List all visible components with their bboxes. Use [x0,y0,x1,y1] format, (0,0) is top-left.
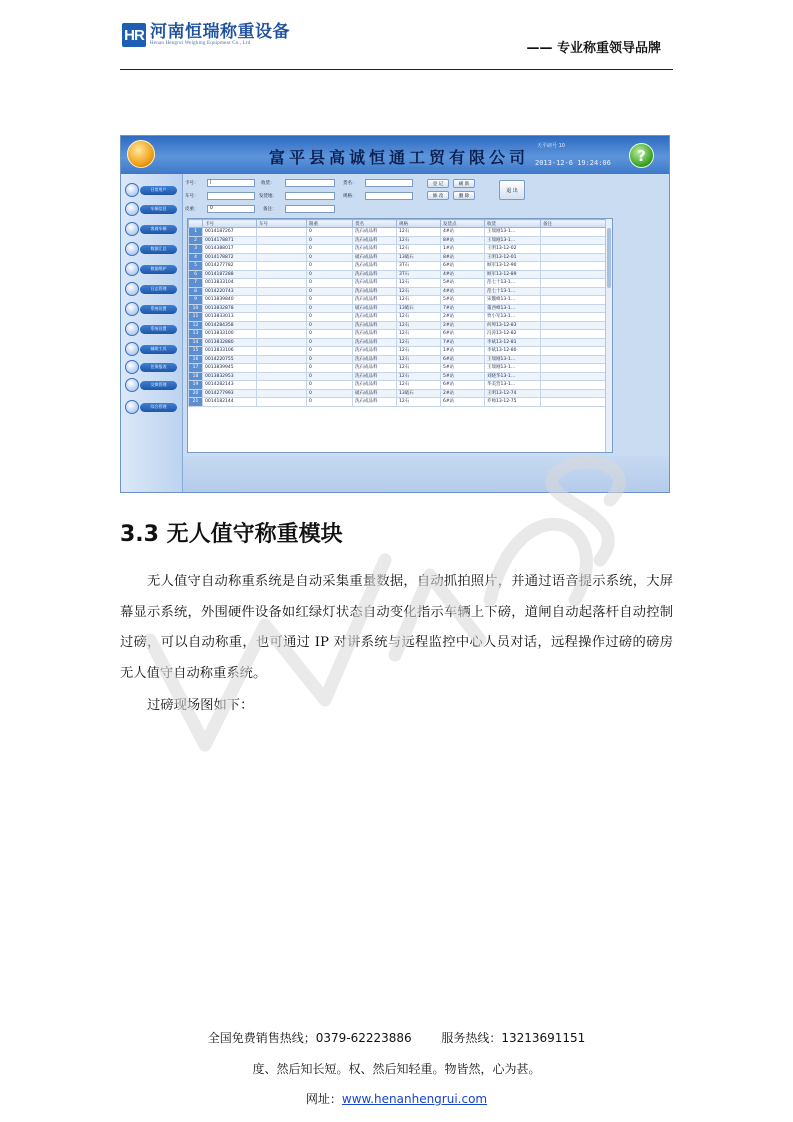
table-cell: 何埠13-12-83 [485,321,541,330]
table-cell: 12石 [397,321,441,330]
table-cell: 12石 [397,287,441,296]
table-cell: 王瑞刚13-1… [485,364,541,373]
table-row[interactable] [189,262,607,271]
row-number: 10 [189,304,203,313]
table-row[interactable] [189,279,607,288]
row-number: 7 [189,279,203,288]
card-data-grid [187,218,613,453]
table-cell: 0 [307,372,353,381]
table-cell [541,347,607,356]
company-name-en: Henan Hengrui Weighing Equipment Co., Ltd [150,41,251,46]
table-cell: 洗石成品料 [353,355,397,364]
table-cell [541,245,607,254]
table-cell: 8#站 [441,236,485,245]
table-cell: 0014277782 [203,262,257,271]
table-cell: 0014284358 [203,321,257,330]
table-cell: 王明13-12-02 [485,245,541,254]
table-cell: 0 [307,330,353,339]
table-cell: 董西峰13-1… [485,304,541,313]
table-cell [541,279,607,288]
table-cell [541,398,607,407]
row-number: 9 [189,296,203,305]
table-cell [257,262,307,271]
row-number: 8 [189,287,203,296]
table-row[interactable] [189,381,607,390]
sidebar-item[interactable]: 交换管理 [125,378,179,392]
row-number: 13 [189,330,203,339]
table-cell [541,262,607,271]
table-row[interactable] [189,398,607,407]
row-number: 12 [189,321,203,330]
sidebar-item-icon [125,342,139,356]
exit-button[interactable]: 退 出 [499,180,525,200]
table-cell: 0 [307,347,353,356]
table-cell: 0014220755 [203,355,257,364]
table-cell: 洗石成品料 [353,228,397,237]
table-cell: 0 [307,338,353,347]
table-cell [257,313,307,322]
row-number: 11 [189,313,203,322]
sidebar-item-icon [125,360,139,374]
row-number: 19 [189,381,203,390]
table-cell: 0 [307,313,353,322]
table-cell: 范七十13-1… [485,279,541,288]
table-cell: 0 [307,228,353,237]
table-cell [257,389,307,398]
website-label: 网址： [305,1092,342,1106]
table-cell: 0 [307,253,353,262]
remark-input[interactable] [285,205,335,213]
spec-input[interactable] [365,192,413,200]
table-cell: 0014282143 [203,381,257,390]
table-cell: 0 [307,389,353,398]
table-cell: 0 [307,270,353,279]
table-cell: 洗石成品料 [353,338,397,347]
table-cell: 破石成品料 [353,389,397,398]
table-cell: 0013833013 [203,313,257,322]
sidebar-item[interactable]: 综合管理 [125,400,179,414]
table-cell: 贾小军13-1… [485,313,541,322]
app-sidebar [121,174,183,493]
table-cell: 0 [307,304,353,313]
table-cell [541,270,607,279]
table-row[interactable] [189,304,607,313]
table-cell: 12石 [397,347,441,356]
table-cell: 王瑞刚13-1… [485,236,541,245]
table-cell: 李斌13-12-80 [485,347,541,356]
table-row[interactable] [189,236,607,245]
table-cell: 0013833100 [203,330,257,339]
table-cell: 5#站 [441,372,485,381]
table-cell: 12石 [397,338,441,347]
row-number: 6 [189,270,203,279]
table-cell [257,364,307,373]
table-cell [541,304,607,313]
column-header[interactable]: 备注 [541,220,607,228]
table-cell: 13破石 [397,304,441,313]
table-cell: 顾军13-12-89 [485,270,541,279]
receiver-input[interactable] [285,179,335,187]
table-cell: 0 [307,381,353,390]
table-cell [257,236,307,245]
table-cell: 1#站 [441,245,485,254]
table-cell: 0 [307,296,353,305]
app-title: 富平县高诚恒通工贸有限公司 [269,148,530,167]
table-cell: 0 [307,398,353,407]
row-number: 20 [189,389,203,398]
table-cell: 0013832878 [203,304,257,313]
sidebar-item[interactable]: 辅助工具 [125,342,179,356]
table-cell: 刘晓华13-1… [485,372,541,381]
section-paragraph: 无人值守自动称重系统是自动采集重量数据，自动抓拍照片，并通过语音提示系统，大屏幕显示系统，外围硬件设备如红绿灯状态自动变化指示车辆上下磅，道闸自动起落杆自动控制过磅，可以自动称重，也可通过 IP 对讲系统与远程监控中心人员对话，远程操作过磅的磅房无人值守自动称重系统。 [120,574,673,681]
table-cell: 6#站 [441,381,485,390]
table-cell: 洗石成品料 [353,330,397,339]
table-cell: 宋魏峰13-1… [485,296,541,305]
table-cell: 0 [307,279,353,288]
app-station-label: 天平磅号 10 [537,143,565,149]
goods-label: 货名： [343,181,357,186]
app-bottom-panel [183,456,670,493]
table-cell: 5#站 [441,364,485,373]
plate-input[interactable] [207,192,255,200]
sidebar-item-icon [125,322,139,336]
table-row[interactable] [189,389,607,398]
row-number: 5 [189,262,203,271]
column-header[interactable]: 货名 [353,220,397,228]
table-cell [257,296,307,305]
table-cell [541,364,607,373]
sidebar-item[interactable]: 客商车辆 [125,222,179,236]
sidebar-item-icon [125,202,139,216]
table-cell [541,330,607,339]
section-heading: 3.3 无人值守称重模块 [120,522,343,547]
table-cell: 8#站 [441,253,485,262]
table-row[interactable] [189,321,607,330]
table-cell: 0013832880 [203,338,257,347]
row-number: 18 [189,372,203,381]
table-cell: 0013832953 [203,372,257,381]
column-header[interactable]: 车号 [257,220,307,228]
table-cell: 12石 [397,245,441,254]
sidebar-item[interactable]: 日志管理 [125,282,179,296]
table-cell [541,253,607,262]
website-link[interactable]: www.henanhengrui.com [341,1092,488,1106]
table-cell: 12石 [397,236,441,245]
row-number: 2 [189,236,203,245]
card-table [188,219,607,407]
table-cell [541,296,607,305]
company-logo [122,22,290,48]
table-cell: 12石 [397,355,441,364]
table-cell: 洗石成品料 [353,313,397,322]
table-cell: 12石 [397,364,441,373]
row-number: 3 [189,245,203,254]
table-cell: 0013833104 [203,279,257,288]
table-cell: 12石 [397,398,441,407]
tare-label: 皮重： [185,207,199,212]
table-cell: 12石 [397,228,441,237]
table-cell: 1#站 [441,347,485,356]
table-cell [257,372,307,381]
table-cell: 破石成品料 [353,253,397,262]
grid-scroll-thumb[interactable] [607,228,611,288]
table-cell: 0 [307,355,353,364]
column-header[interactable]: 发货点 [441,220,485,228]
table-cell: 4#站 [441,228,485,237]
table-cell [257,245,307,254]
table-cell: 13破石 [397,253,441,262]
table-row[interactable] [189,296,607,305]
table-cell: 3T石 [397,270,441,279]
table-row[interactable] [189,245,607,254]
software-screenshot [120,135,670,493]
table-cell [257,347,307,356]
table-cell: 0014178872 [203,253,257,262]
table-cell: 顾军13-12-90 [485,262,541,271]
row-number: 16 [189,355,203,364]
table-cell: 破石成品料 [353,304,397,313]
table-cell [541,321,607,330]
table-cell: 2#站 [441,389,485,398]
table-cell: 2#站 [441,321,485,330]
table-cell: 6#站 [441,262,485,271]
table-cell [257,253,307,262]
table-row[interactable] [189,253,607,262]
table-cell: 12石 [397,330,441,339]
table-cell: 0013839840 [203,296,257,305]
table-cell: 0013833106 [203,347,257,356]
table-cell [541,236,607,245]
sidebar-item[interactable]: 任务报表 [125,360,179,374]
footer-contact [0,1029,793,1046]
header-slogan: —— 专业称重领导品牌 [526,41,661,56]
table-cell: 0 [307,262,353,271]
sidebar-item[interactable]: 日常用户 [125,183,179,197]
table-cell: 7#站 [441,338,485,347]
card-input[interactable]: | [207,179,255,187]
app-datetime: 2013-12-6 19:24:06 [535,159,611,167]
table-row[interactable] [189,372,607,381]
table-cell [257,398,307,407]
table-row[interactable] [189,313,607,322]
column-header[interactable] [189,220,203,228]
table-row[interactable] [189,355,607,364]
table-cell [257,287,307,296]
table-cell: 洗石成品料 [353,381,397,390]
table-cell: 洗石成品料 [353,245,397,254]
spec-label: 规格： [343,194,357,199]
table-cell: 王瑞刚13-1… [485,355,541,364]
table-cell [257,330,307,339]
table-cell: 4#站 [441,270,485,279]
table-cell: 范七十13-1… [485,287,541,296]
card-form [185,176,669,216]
sender-label: 发货地： [259,194,277,199]
table-cell: 洗石成品料 [353,372,397,381]
table-row[interactable] [189,270,607,279]
row-number: 1 [189,228,203,237]
table-cell [541,338,607,347]
table-cell [541,313,607,322]
table-cell: 0014277993 [203,389,257,398]
table-cell: 洗石成品料 [353,287,397,296]
table-cell [257,228,307,237]
sidebar-item-icon [125,183,139,197]
table-cell: 0014220743 [203,287,257,296]
row-number: 21 [189,398,203,407]
refresh-button[interactable]: 刷 新 [453,179,475,188]
sidebar-item-icon [125,400,139,414]
table-cell [541,381,607,390]
table-cell: 12石 [397,372,441,381]
footer-service: 服务热线：13213691151 [441,1031,586,1045]
table-cell: 洗石成品料 [353,296,397,305]
table-cell: 13破石 [397,389,441,398]
footer-hotline: 全国免费销售热线；0379-62223886 [207,1031,412,1045]
column-header[interactable]: 收货 [485,220,541,228]
table-cell: 0014187288 [203,270,257,279]
table-cell [541,355,607,364]
row-number: 15 [189,347,203,356]
table-cell: 0 [307,287,353,296]
footer-motto: 度、然后知长短。权、然后知轻重。物皆然，心为甚。 [252,1062,541,1076]
table-cell [541,287,607,296]
table-cell [257,355,307,364]
table-cell: 0014388017 [203,245,257,254]
sidebar-item-icon [125,222,139,236]
table-cell: 12石 [397,296,441,305]
plate-label: 车号： [185,194,199,199]
sidebar-item[interactable]: 数据汇总 [125,242,179,256]
row-number: 4 [189,253,203,262]
table-cell: 6#站 [441,330,485,339]
column-header[interactable]: 规格 [397,220,441,228]
table-cell: 华美营13-1… [485,381,541,390]
table-cell [257,381,307,390]
table-cell: 4#站 [441,287,485,296]
table-cell: 洗石成品料 [353,236,397,245]
table-cell [257,279,307,288]
table-cell: 洗石成品料 [353,347,397,356]
sidebar-item[interactable]: 系统设置 [125,322,179,336]
table-cell [257,270,307,279]
table-row[interactable] [189,347,607,356]
table-cell: 6#站 [441,398,485,407]
table-cell [257,304,307,313]
footer-website [0,1090,793,1107]
app-title-bar [121,136,670,174]
table-cell: 王瑞刚13-1… [485,228,541,237]
table-cell: 12石 [397,381,441,390]
table-cell: 5#站 [441,296,485,305]
table-header-row [189,220,607,228]
table-cell: 5#站 [441,279,485,288]
card-label: 卡号： [185,181,199,186]
table-cell: 12石 [397,313,441,322]
table-cell: 7#站 [441,304,485,313]
sidebar-item-icon [125,282,139,296]
table-row[interactable] [189,228,607,237]
table-cell: 0013839945 [203,364,257,373]
app-menu-orb-icon[interactable] [127,140,155,168]
header-divider [120,69,673,70]
table-cell: 王明13-12-74 [485,389,541,398]
sidebar-item-icon [125,378,139,392]
table-row[interactable] [189,338,607,347]
table-cell: 0 [307,364,353,373]
table-cell: 乔帅13-12-75 [485,398,541,407]
table-row[interactable] [189,287,607,296]
table-cell: 0 [307,321,353,330]
table-cell: 0014182144 [203,398,257,407]
table-cell: 12石 [397,279,441,288]
table-cell: 2#站 [441,313,485,322]
table-cell [541,389,607,398]
row-number: 14 [189,338,203,347]
register-button[interactable]: 登 记 [427,179,449,188]
table-cell: 3T石 [397,262,441,271]
table-cell: 6#站 [441,355,485,364]
company-name-cn: 河南恒瑞称重设备 [150,22,290,42]
sidebar-item[interactable]: 系统设置 [125,302,179,316]
table-cell: 0 [307,245,353,254]
row-number: 17 [189,364,203,373]
grid-scrollbar[interactable] [605,219,612,453]
table-cell: 王明13-12-01 [485,253,541,262]
table-cell: 0 [307,236,353,245]
table-cell: 洗石成品料 [353,321,397,330]
table-cell [257,338,307,347]
receiver-label: 收货： [261,181,275,186]
help-icon[interactable]: ? [629,143,654,168]
table-cell: 洗石成品料 [353,398,397,407]
sidebar-item-icon [125,262,139,276]
sidebar-item[interactable]: 车辆信息 [125,202,179,216]
table-cell [257,321,307,330]
table-row[interactable] [189,330,607,339]
table-cell: 0014178871 [203,236,257,245]
table-cell: 洗石成品料 [353,279,397,288]
table-cell: 0014187267 [203,228,257,237]
goods-input[interactable] [365,179,413,187]
table-cell: 李斌13-12-81 [485,338,541,347]
table-row[interactable] [189,364,607,373]
table-cell: 洗石成品料 [353,262,397,271]
sender-input[interactable] [285,192,335,200]
table-cell: 洗石成品料 [353,364,397,373]
sidebar-item[interactable]: 数据维护 [125,262,179,276]
delete-button[interactable]: 删 除 [453,191,475,200]
table-cell: 洗石成品料 [353,270,397,279]
table-cell: 冯涛13-12-82 [485,330,541,339]
tare-input[interactable]: 0 [207,205,255,213]
sidebar-item-icon [125,242,139,256]
column-header[interactable]: 卡号 [203,220,257,228]
sidebar-item-icon [125,302,139,316]
hr-logo-mark: HR [122,23,146,47]
table-cell [541,228,607,237]
modify-button[interactable]: 修 改 [427,191,449,200]
scene-caption: 过磅现场图如下： [147,698,254,713]
table-cell [541,372,607,381]
remark-label: 备注： [263,207,277,212]
column-header[interactable]: 限重 [307,220,353,228]
